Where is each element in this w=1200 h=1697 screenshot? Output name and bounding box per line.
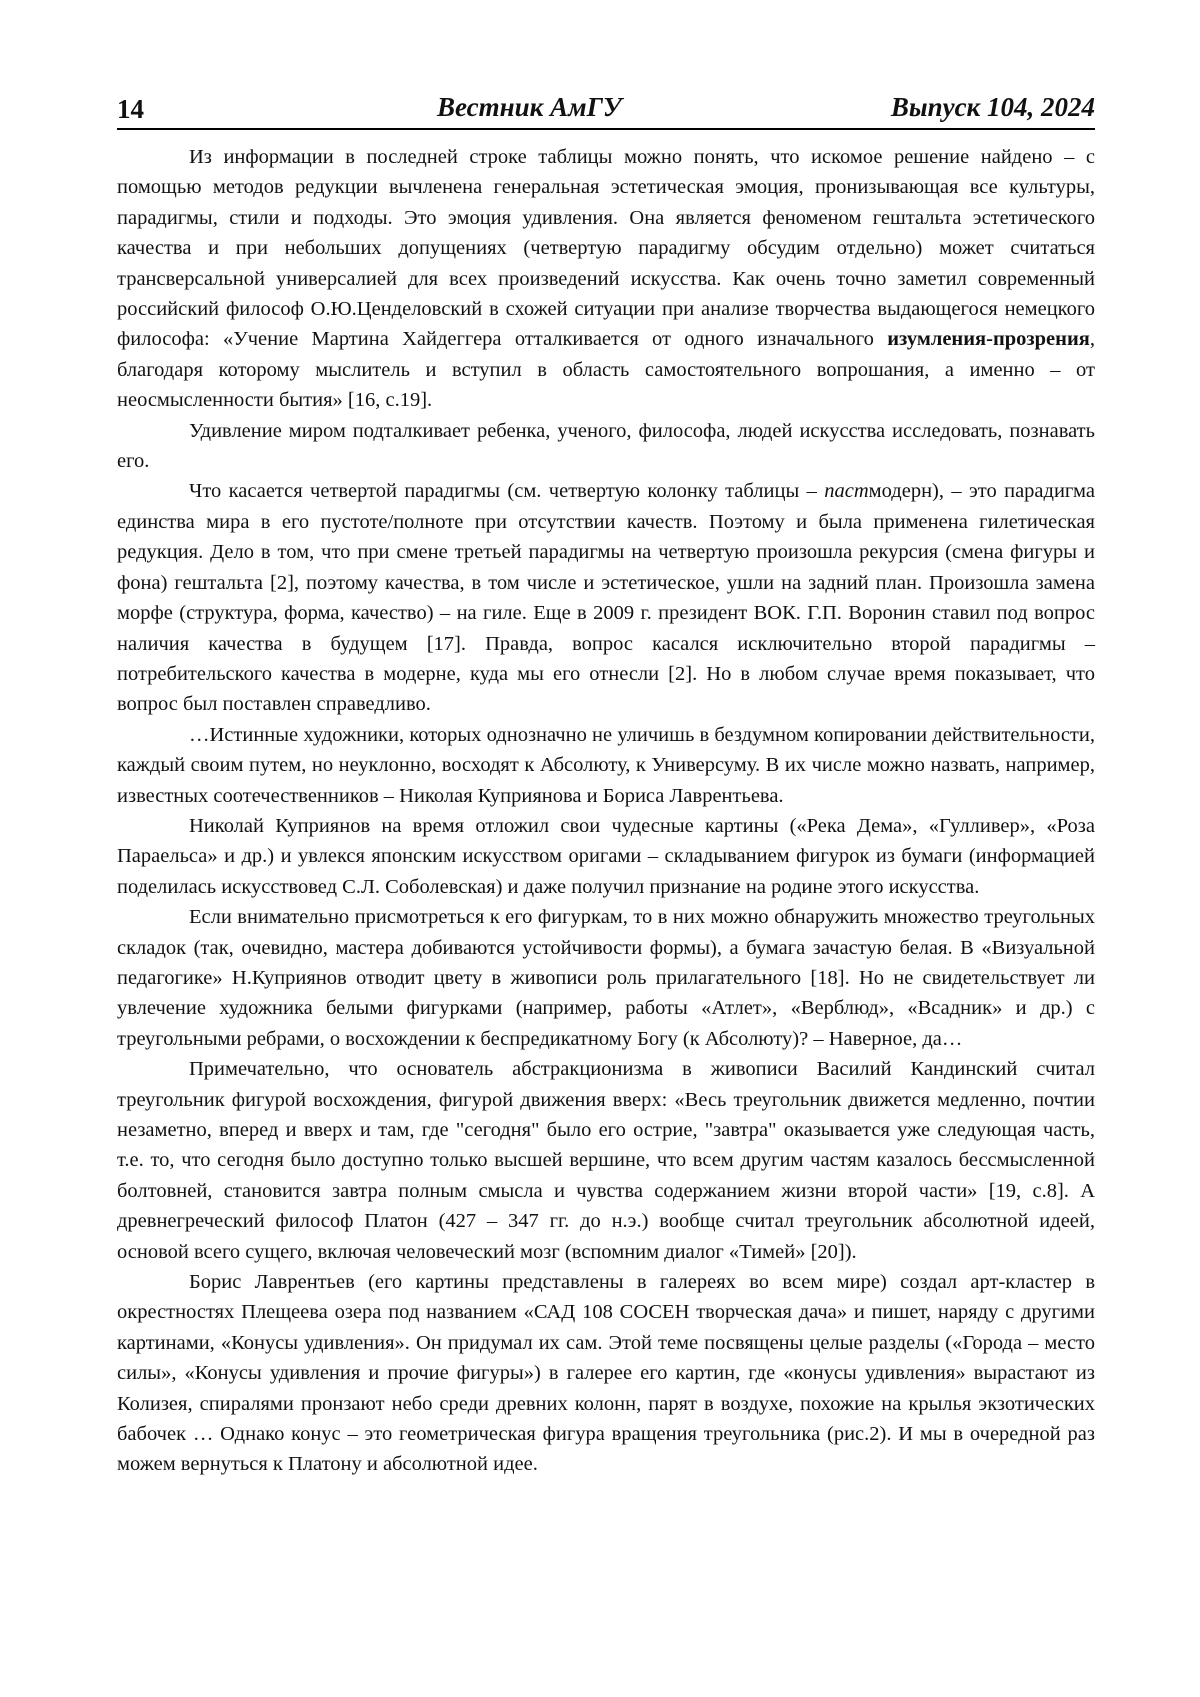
paragraph-7: Примечательно, что основатель абстракционизма в живописи Василий Кандинский считал треугольник фигурой восхождения, фигурой движения вверх: «Весь треугольник движется медленно, почтии незаметно, вперед и вверх и там, где "сегодня" было его острие, "завтра" оказывается уже следующая часть, т.е. то, что сегодня было доступно только высшей вершине, что всем другим частям казалось бессмысленной болтовней, становится завтра полным смысла и чувства содержанием жизни второй части» [19, с.8]. А древнегреческий философ Платон (427 – 347 гг. до н.э.) вообще считал треугольник абсолютной идеей, основой всего сущего, включая человеческий мозг (вспомним диалог «Тимей» [20]). <box>117 1058 1095 1263</box>
journal-page <box>117 88 1095 1480</box>
paragraph-8: Борис Лаврентьев (его картины представлены в галереях во всем мире) создал арт-кластер в окрестностях Плещеева озера под названием «САД 108 СОСЕН творческая дача» и пишет, наряду с другими картинами, «Конусы удивления». Он придумал их сам. Этой теме посвящены целые разделы («Города – место силы», «Конусы удивления и прочие фигуры») в галерее его картин, где «конусы удивления» вырастают из Колизея, спиралями пронзают небо среди древних колонн, парят в воздухе, похожие на крылья экзотических бабочек … Однако конус – это геометрическая фигура вращения треугольника (рис.2). И мы в очередной раз можем вернуться к Платону и абсолютной идее. <box>117 1271 1095 1476</box>
paragraph-1-text-a: Из информации в последней строке таблицы можно понять, что искомое решение найдено – с помощью методов редукции вычленена генеральная эстетическая эмоция, пронизывающая все культуры, парадигмы, стили и подходы. Это эмоция удивления. Она является феноменом гештальта эстетического качества и при небольших допущениях (четвертую парадигму обсудим отдельно) может считаться трансверсальной универсалией для всех произведений искусства. Как очень точно заметил современный российский философ О.Ю.Ценделовский в схожей ситуации при анализе творчества выдающегося немецкого философа: «Учение Мартина Хайдеггера отталкивается от одного изначального <box>117 146 1095 351</box>
issue-label: Выпуск 104, 2024 <box>890 92 1095 122</box>
paragraph-6: Если внимательно присмотреться к его фигуркам, то в них можно обнаружить множество треугольных складок (так, очевидно, мастера добиваются устойчивости формы), а бумага зачастую белая. В «Визуальной педагогике» Н.Куприянов отводит цвету в живописи роль прилагательного [18]. Но не свидетельствует ли увлечение художника белыми фигурками (например, работы «Атлет», «Верблюд», «Всадник» и др.) с треугольными ребрами, о восхождении к беспредикатному Богу (к Абсолюту)? – Наверное, да… <box>117 906 1095 1050</box>
paragraph-4: …Истинные художники, которых однозначно не уличишь в бездумном копировании действительности, каждый своим путем, но неуклонно, восходят к Абсолюту, к Универсуму. В их числе можно назвать, например, известных соотечественников – Николая Куприянова и Бориса Лаврентьева. <box>117 723 1095 807</box>
paragraph-3-text-b: модерн), – это парадигма единства мира в его пустоте/полноте при отсутствии качеств. Поэтому и была применена гилетическая редукция. Дело в том, что при смене третьей парадигмы на четвертую произошла рекурсия (смена фигуры и фона) гештальта [2], поэтому качества, в том числе и эстетическое, ушли на задний план. Произошла замена морфе (структура, форма, качество) – на гиле. Еще в 2009 г. президент ВОК. Г.П. Воронин ставил под вопрос наличия качества в будущем [17]. Правда, вопрос касался исключительно второй парадигмы – потребительского качества в модерне, куда мы его отнесли [2]. Но в любом случае время показывает, что вопрос был поставлен справедливо. <box>117 480 1095 716</box>
paragraph-2: Удивление миром подталкивает ребенка, ученого, философа, людей искусства исследовать, познавать его. <box>117 419 1095 473</box>
article-body <box>117 142 1095 1480</box>
paragraph-3-italic-term: паст <box>824 480 869 503</box>
journal-title: Вестник АмГУ <box>437 92 622 122</box>
paragraph-1 <box>117 142 1095 416</box>
page-number: 14 <box>117 94 144 124</box>
paragraph-3-text-a: Что касается четвертой парадигмы (см. четвертую колонку таблицы – <box>189 480 825 503</box>
running-header <box>117 88 1095 130</box>
paragraph-5: Николай Куприянов на время отложил свои чудесные картины («Река Дема», «Гулливер», «Роза Параельса» и др.) и увлекся японским искусством оригами – складыванием фигурок из бумаги (информацией поделилась искусствовед С.Л. Соболевская) и даже получил признание на родине этого искусства. <box>117 814 1095 898</box>
paragraph-1-bold-term: изумления-прозрения <box>887 328 1090 351</box>
paragraph-3 <box>117 476 1095 719</box>
paragraph-1-text-b: , благодаря которому мыслитель и вступил в область самостоятельного вопрошания, а именно – от неосмысленности бытия» [16, с.19]. <box>117 328 1095 412</box>
